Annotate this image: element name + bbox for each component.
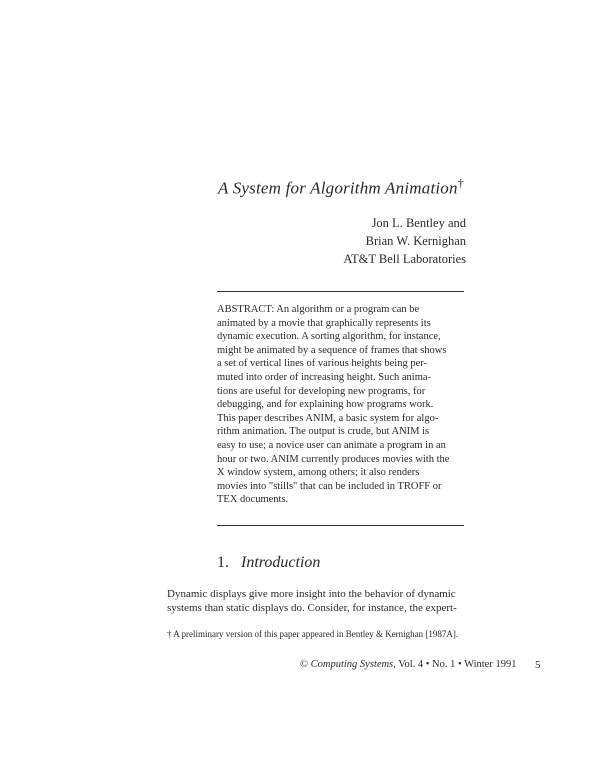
body-line: systems than static displays do. Consider, for instance, the expert- <box>167 602 457 614</box>
body-paragraph <box>167 587 507 615</box>
abstract-line: This paper describes ANIM, a basic system for algo- <box>217 412 439 424</box>
abstract-line: X window system, among others; it also renders <box>217 467 420 479</box>
page-number: 5 <box>535 659 541 671</box>
running-footer <box>300 659 516 670</box>
abstract-line: dynamic execution. A sorting algorithm, for instance, <box>217 331 441 343</box>
abstract-line: TEX documents. <box>217 494 289 506</box>
abstract-line: a set of vertical lines of various heights being per- <box>217 358 428 370</box>
section-title: Introduction <box>241 554 321 571</box>
title-footnote-mark: † <box>457 176 464 190</box>
abstract-line: rithm animation. The output is crude, but ANIM is <box>217 426 430 438</box>
abstract-line: easy to use; a novice user can animate a program in an <box>217 439 446 451</box>
journal-name: Computing Systems, <box>310 659 396 670</box>
abstract-line: animated by a movie that graphically represents its <box>217 317 431 329</box>
section-heading <box>217 554 320 572</box>
abstract-bottom-rule <box>217 525 464 526</box>
abstract-line: movies into "stills" that can be included in TROFF or <box>217 480 442 492</box>
author-block <box>343 214 466 268</box>
copyright-symbol: © <box>300 659 308 670</box>
abstract-top-rule <box>217 291 464 292</box>
abstract-line: debugging, and for explaining how programs work. <box>217 399 434 411</box>
abstract-line: might be animated by a sequence of frames that shows <box>217 344 447 356</box>
paper-title <box>218 176 464 199</box>
body-line: Dynamic displays give more insight into the behavior of dynamic <box>167 588 456 600</box>
abstract <box>217 303 464 507</box>
abstract-line: hour or two. ANIM currently produces movies with the <box>217 453 450 465</box>
footnote: † A preliminary version of this paper appeared in Bentley & Kernighan [1987A]. <box>167 629 459 639</box>
author-line-2: Brian W. Kernighan <box>365 234 466 248</box>
abstract-line: ABSTRACT: An algorithm or a program can be <box>217 304 420 315</box>
section-number: 1. <box>217 554 229 571</box>
author-affiliation: AT&T Bell Laboratories <box>343 252 466 266</box>
issue-details: Vol. 4 • No. 1 • Winter 1991 <box>398 659 517 670</box>
abstract-line: muted into order of increasing height. Such anima- <box>217 371 432 383</box>
author-line-1: Jon L. Bentley and <box>371 216 466 230</box>
abstract-line: tions are useful for developing new programs, for <box>217 385 426 397</box>
title-text: A System for Algorithm Animation <box>218 178 458 198</box>
